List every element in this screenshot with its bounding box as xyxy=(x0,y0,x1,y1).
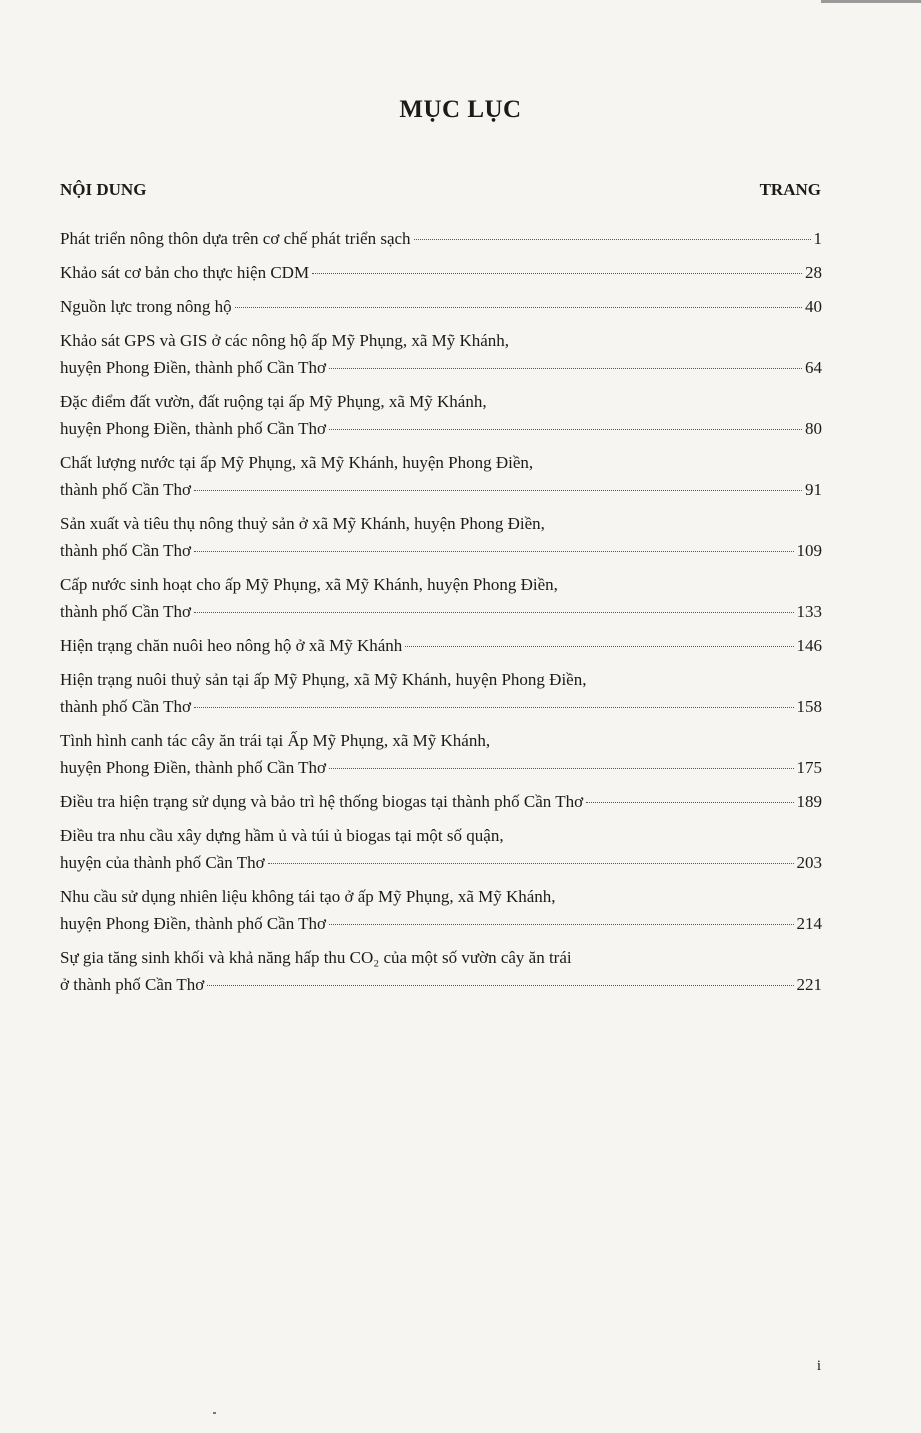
toc-entry xyxy=(60,883,822,937)
toc-entry xyxy=(60,510,822,564)
toc-entry-title-cont: huyện Phong Điền, thành phố Cần Thơ xyxy=(60,758,327,777)
toc-entry xyxy=(60,944,822,998)
toc-entry-page: 64 xyxy=(805,358,822,377)
toc-entry xyxy=(60,449,822,503)
toc-entry xyxy=(60,388,822,442)
toc-entry-title: Điều tra nhu cầu xây dựng hầm ủ và túi ủ biogas tại một số quận, xyxy=(60,826,504,845)
page-title: MỤC LỤC xyxy=(399,96,522,123)
toc-entry-title: Phát triển nông thôn dựa trên cơ chế phát triển sạch xyxy=(60,229,411,248)
toc-entry-title-cont: thành phố Cần Thơ xyxy=(60,541,191,560)
toc-entry-title-cont: huyện của thành phố Cần Thơ xyxy=(60,853,265,872)
toc-entry-page: 91 xyxy=(805,480,822,499)
page-number: i xyxy=(816,1358,821,1374)
toc-entry-title: Sự gia tăng sinh khối và khả năng hấp thu CO₂ của một số vườn cây ăn trái xyxy=(60,948,572,967)
toc-entry-title-cont: thành phố Cần Thơ xyxy=(60,697,191,716)
toc-entry-page: 203 xyxy=(796,853,822,872)
toc-entry xyxy=(60,259,822,286)
toc-entry-page: 189 xyxy=(796,792,822,811)
toc-entry-title-cont: thành phố Cần Thơ xyxy=(60,602,191,621)
toc-entry-page: 40 xyxy=(805,297,822,316)
table-of-contents xyxy=(60,225,822,1005)
toc-entry-title: Sản xuất và tiêu thụ nông thuỷ sản ở xã Mỹ Khánh, huyện Phong Điền, xyxy=(60,514,545,533)
toc-entry xyxy=(60,571,822,625)
toc-entry-title-cont: huyện Phong Điền, thành phố Cần Thơ xyxy=(60,914,327,933)
toc-entry-title: Khảo sát cơ bản cho thực hiện CDM xyxy=(60,263,310,282)
toc-entry-page: 175 xyxy=(796,758,822,777)
toc-entry-page: 28 xyxy=(805,263,822,282)
toc-entry-title-cont: huyện Phong Điền, thành phố Cần Thơ xyxy=(60,419,327,438)
scan-speck xyxy=(213,1412,216,1414)
toc-entry xyxy=(60,327,822,381)
column-header-content: NỘI DUNG xyxy=(60,180,147,199)
toc-entry-title: Cấp nước sinh hoạt cho ấp Mỹ Phụng, xã Mỹ Khánh, huyện Phong Điền, xyxy=(60,575,558,594)
toc-entry-title: Hiện trạng chăn nuôi heo nông hộ ở xã Mỹ Khánh xyxy=(60,636,403,655)
toc-entry-page: 146 xyxy=(796,636,822,655)
toc-entry-title: Chất lượng nước tại ấp Mỹ Phụng, xã Mỹ Khánh, huyện Phong Điền, xyxy=(60,453,534,472)
column-header-page: TRANG xyxy=(759,180,821,199)
toc-entry xyxy=(60,788,822,815)
toc-entry-title: Điều tra hiện trạng sử dụng và bảo trì hệ thống biogas tại thành phố Cần Thơ xyxy=(60,792,584,811)
toc-entry-page: 221 xyxy=(796,975,822,994)
toc-entry-title: Tình hình canh tác cây ăn trái tại Ấp Mỹ Phụng, xã Mỹ Khánh, xyxy=(60,731,491,750)
toc-entry xyxy=(60,293,822,320)
toc-entry xyxy=(60,632,822,659)
toc-entry-page: 109 xyxy=(796,541,822,560)
toc-entry-title-cont: ở thành phố Cần Thơ xyxy=(60,975,205,994)
scan-edge-line xyxy=(821,0,921,3)
toc-entry-title-cont: huyện Phong Điền, thành phố Cần Thơ xyxy=(60,358,327,377)
toc-entry xyxy=(60,666,822,720)
toc-entry-title: Hiện trạng nuôi thuỷ sản tại ấp Mỹ Phụng, xã Mỹ Khánh, huyện Phong Điền, xyxy=(60,670,587,689)
toc-entry-page: 133 xyxy=(796,602,822,621)
toc-entry xyxy=(60,822,822,876)
toc-entry-title: Nguồn lực trong nông hộ xyxy=(60,297,232,316)
toc-entry-title: Nhu cầu sử dụng nhiên liệu không tái tạo ở ấp Mỹ Phụng, xã Mỹ Khánh, xyxy=(60,887,556,906)
toc-entry xyxy=(60,225,822,252)
toc-entry-title: Đặc điểm đất vườn, đất ruộng tại ấp Mỹ Phụng, xã Mỹ Khánh, xyxy=(60,392,487,411)
toc-entry-page: 158 xyxy=(796,697,822,716)
toc-entry-page: 214 xyxy=(796,914,822,933)
toc-entry-title-cont: thành phố Cần Thơ xyxy=(60,480,191,499)
toc-entry-page: 1 xyxy=(813,229,822,248)
toc-entry-title: Khảo sát GPS và GIS ở các nông hộ ấp Mỹ Phụng, xã Mỹ Khánh, xyxy=(60,331,510,350)
toc-entry-page: 80 xyxy=(805,419,822,438)
toc-entry xyxy=(60,727,822,781)
